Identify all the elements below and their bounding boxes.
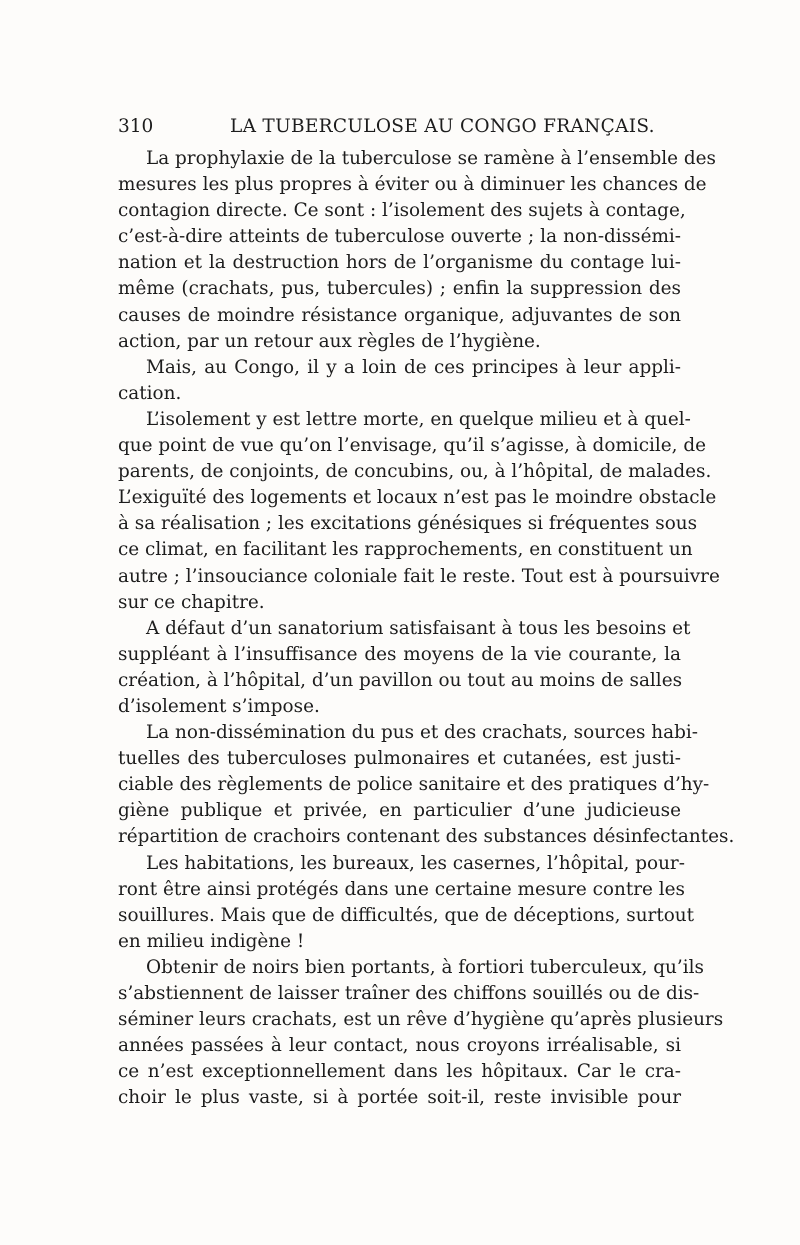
text-line: Obtenir de noirs bien portants, à fortiori tuberculeux, qu’ils	[146, 956, 704, 978]
text-line: autre ; l’insouciance coloniale fait le reste. Tout est à poursuivre	[118, 565, 720, 587]
text-line: cation.	[118, 382, 182, 404]
text-line: mesures les plus propres à éviter ou à diminuer les chances de	[118, 174, 707, 196]
text-line: que point de vue qu’on l’envisage, qu’il s’agisse, à domicile, de	[118, 435, 707, 457]
text-line: années passées à leur contact, nous croyons irréalisable, si	[118, 1035, 681, 1057]
text-line: à sa réalisation ; les excitations génésiques si fréquentes sous	[118, 513, 698, 535]
paragraph	[118, 616, 691, 720]
text-line: même (crachats, pus, tubercules) ; enfin la suppression des	[118, 278, 681, 300]
paragraph	[118, 146, 716, 355]
text-line: parents, de conjoints, de concubins, ou, à l’hôpital, de malades.	[118, 461, 712, 483]
text-line: en milieu indigène !	[118, 930, 305, 952]
paragraph	[118, 720, 735, 850]
text-line: Mais, au Congo, il y a loin de ces principes à leur appli-	[146, 356, 681, 378]
running-title: LA TUBERCULOSE AU CONGO FRANÇAIS.	[230, 116, 655, 137]
text-line: nation et la destruction hors de l’organisme du contage lui-	[118, 252, 681, 274]
text-line: répartition de crachoirs contenant des substances désinfectantes.	[118, 826, 735, 848]
text-line: ce n’est exceptionnellement dans les hôpitaux. Car le cra-	[118, 1061, 681, 1083]
text-line: c’est-à-dire atteints de tuberculose ouverte ; la non-dissémi-	[118, 226, 681, 248]
text-line: contagion directe. Ce sont : l’isolement des sujets à contage,	[118, 200, 686, 222]
text-line: action, par un retour aux règles de l’hygiène.	[118, 330, 541, 352]
paragraph	[118, 851, 695, 955]
text-line: La non-dissémination du pus et des crachats, sources habi-	[146, 722, 698, 744]
page-header	[118, 113, 681, 141]
page-number: 310	[118, 116, 154, 137]
text-line: suppléant à l’insuffisance des moyens de la vie courante, la	[118, 643, 681, 665]
text-line: L’isolement y est lettre morte, en quelque milieu et à quel-	[146, 408, 691, 430]
text-line: L’exiguïté des logements et locaux n’est pas le moindre obstacle	[118, 487, 717, 509]
text-line: causes de moindre résistance organique, adjuvantes de son	[118, 304, 681, 326]
text-line: création, à l’hôpital, d’un pavillon ou tout au moins de salles	[118, 669, 683, 691]
text-line: Les habitations, les bureaux, les casernes, l’hôpital, pour-	[146, 852, 685, 874]
paragraph	[118, 955, 724, 1112]
paragraph	[118, 407, 720, 616]
text-line: tuelles des tuberculoses pulmonaires et cutanées, est justi-	[118, 748, 681, 770]
text-line: A défaut d’un sanatorium satisfaisant à tous les besoins et	[146, 617, 691, 639]
text-line: ciable des règlements de police sanitaire et des pratiques d’hy-	[118, 774, 710, 796]
text-line: La prophylaxie de la tuberculose se ramène à l’ensemble des	[146, 148, 716, 169]
text-line: ce climat, en facilitant les rapprochements, en constituent un	[118, 539, 693, 561]
body-text	[118, 146, 735, 1111]
paragraph	[118, 355, 681, 407]
text-line: giène publique et privée, en particulier d’une judicieuse	[118, 800, 681, 822]
text-line: s’abstiennent de laisser traîner des chiffons souillés ou de dis-	[118, 983, 700, 1004]
text-line: séminer leurs crachats, est un rêve d’hygiène qu’après plusieurs	[118, 1009, 724, 1031]
text-line: d’isolement s’impose.	[118, 695, 320, 717]
text-line: choir le plus vaste, si à portée soit-il, reste invisible pour	[118, 1087, 681, 1109]
text-line: ront être ainsi protégés dans une certaine mesure contre les	[118, 878, 685, 900]
text-line: sur ce chapitre.	[118, 591, 265, 613]
text-line: souillures. Mais que de difficultés, que de déceptions, surtout	[118, 904, 695, 926]
